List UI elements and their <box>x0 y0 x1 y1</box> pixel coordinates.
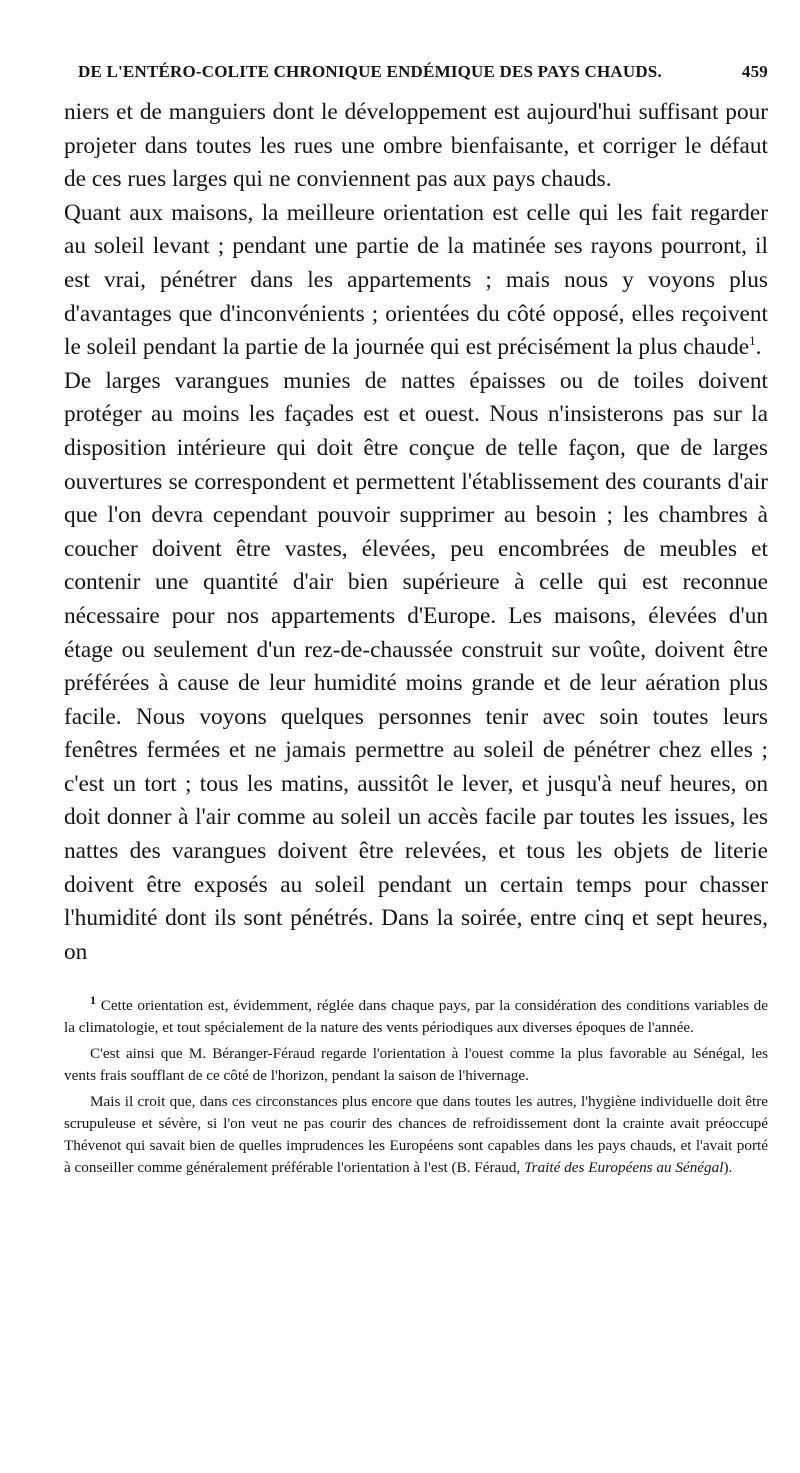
paragraph <box>64 96 768 197</box>
cited-work-title: Traité des Européens au Sénégal <box>524 1159 724 1177</box>
footnote <box>64 1043 768 1087</box>
page-number: 459 <box>741 62 768 81</box>
running-title: DE L'ENTÉRO-COLITE CHRONIQUE ENDÉMIQUE DES PAYS CHAUDS. <box>78 62 662 81</box>
main-text <box>64 96 768 969</box>
footnote-text: Mais il croit que, dans ces circonstances plus encore que dans toutes les autres, l'hygiène individuelle doit être scrupuleuse et sévère, si l'on veut ne pas courir des chances de refroidissement dont la crainte avait préoccupé Thévenot qui savait bien de quelles imprudences les Européens sont capables dans les pays chauds, et l'avait porté à conseiller comme généralement préférable l'orientation à l'est (B. Féraud, <box>64 1093 768 1177</box>
footnote-text: Cette orientation est, évidemment, réglée dans chaque pays, par la considération des conditions variables de la climatologie, et tout spécialement de la nature des vents périodiques aux diverses époques de l'année. <box>64 997 768 1037</box>
paragraph-end: . <box>755 334 762 361</box>
running-header <box>56 62 768 82</box>
paragraph <box>64 365 768 970</box>
paragraph-text: niers et de manguiers dont le développement est aujourd'hui suffisant pour projeter dans toutes les rues une ombre bienfaisante, et corriger le défaut de ces rues larges qui ne conviennent pas aux pays chauds. <box>64 99 768 193</box>
footnotes <box>64 995 768 1179</box>
paragraph <box>64 197 768 365</box>
footnote-reference[interactable]: 1 <box>749 333 756 349</box>
footnote <box>64 995 768 1039</box>
book-page <box>56 62 768 1179</box>
footnote <box>64 1091 768 1179</box>
footnote-mark: 1 <box>90 993 96 1008</box>
paragraph-text: De larges varangues munies de nattes épaisses ou de toiles doivent protéger au moins les façades est et ouest. Nous n'insisterons pas sur la disposition intérieure qui doit être conçue de telle façon, que de larges ouvertures se correspondent et permettent l'établissement des courants d'air que l'on devra cependant pouvoir supprimer au besoin ; les chambres à coucher doivent être vastes, élevées, peu encombrées de meubles et contenir une quantité d'air bien supérieure à celle qui est reconnue nécessaire pour nos appartements d'Europe. Les maisons, élevées d'un étage ou seulement d'un rez-de-chaussée construit sur voûte, doivent être préférées à cause de leur humidité moins grande et de leur aération plus facile. Nous voyons quelques personnes tenir avec soin toutes leurs fenêtres fermées et ne jamais permettre au soleil de pénétrer chez elles ; c'est un tort ; tous les matins, aussitôt le lever, et jusqu'à neuf heures, on doit donner à l'air comme au soleil un accès facile par toutes les issues, les nattes des varangues doivent être relevées, et tous les objets de literie doivent être exposés au soleil pendant un certain temps pour chasser l'humidité dont ils sont pénétrés. Dans la soirée, entre cinq et sept heures, on <box>64 367 768 965</box>
footnote-end: ). <box>723 1159 733 1177</box>
paragraph-text: Quant aux maisons, la meilleure orientation est celle qui les fait regarder au soleil levant ; pendant une partie de la matinée ses rayons pourront, il est vrai, pénétrer dans les appartements ; mais nous y voyons plus d'avantages que d'inconvénients ; orientées du côté opposé, elles reçoivent le soleil pendant la partie de la journée qui est précisément la plus chaude <box>64 199 768 361</box>
footnote-text: C'est ainsi que M. Béranger-Féraud regarde l'orientation à l'ouest comme la plus favorable au Sénégal, les vents frais soufflant de ce côté de l'horizon, pendant la saison de l'hivernage. <box>64 1045 768 1085</box>
